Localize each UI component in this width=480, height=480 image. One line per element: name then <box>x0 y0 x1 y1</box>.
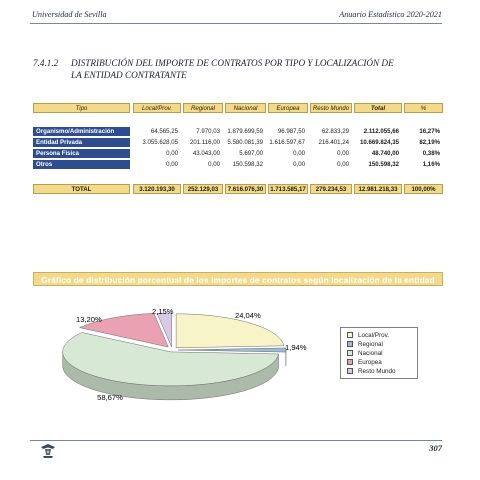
section-number: 7.4.1.2 <box>33 58 59 68</box>
university-seal-icon <box>38 441 58 459</box>
section-title: DISTRIBUCIÓN DEL IMPORTE DE CONTRATOS POR TIPO Y LOCALIZACIÓN DE LA ENTIDAD CONTRATANTE <box>71 58 394 80</box>
table-cell: 201.116,00 <box>189 139 220 146</box>
table-cell-total: 10.669.824,35 <box>360 139 399 146</box>
page-number: 307 <box>429 443 442 453</box>
table-header-nacional: Nacional <box>225 103 266 113</box>
table-cell: 0,00 <box>166 161 178 168</box>
table-cell: 0,00 <box>208 161 220 168</box>
legend-label: Europea <box>358 359 382 366</box>
table-cell: 43.043,00 <box>192 150 220 157</box>
header-yearbook: Anuario Estadístico 2020-2021 <box>339 10 442 19</box>
legend-swatch <box>347 359 353 365</box>
table-cell: 96.987,50 <box>277 128 305 135</box>
table-cell: 62.833,29 <box>321 128 349 135</box>
table-row-label: Otros <box>33 160 130 170</box>
table-cell-total: 2.112.055,66 <box>363 128 399 135</box>
table-cell: 3.055.628,05 <box>142 139 178 146</box>
legend-label: Local/Prov. <box>358 332 390 339</box>
table-cell-total: 48.740,00 <box>371 150 399 157</box>
pie-data-label-local: 24,04% <box>235 311 261 320</box>
table-header-percent: % <box>404 103 443 113</box>
table-cell: 1.616.597,67 <box>269 139 305 146</box>
table-cell: 7.970,03 <box>196 128 220 135</box>
pie-data-label-resto-mundo: 2,15% <box>152 307 174 316</box>
legend-swatch <box>347 332 353 338</box>
table-cell: 216.401,24 <box>318 139 349 146</box>
chart-legend <box>340 327 418 379</box>
table-total-cell: 3.120.193,30 <box>133 184 181 194</box>
table-header-europea: Europea <box>268 103 308 113</box>
pie-slice-regional <box>178 348 286 352</box>
table-cell-percent: 16,27% <box>419 128 440 135</box>
table-total-label: TOTAL <box>33 184 130 194</box>
chart-title: Gráfico de distribución porcentual de los importes de contratos según localización de la entidad contratante <box>33 272 443 286</box>
table-cell: 5.697,00 <box>239 150 263 157</box>
table-header-total: Total <box>354 103 402 113</box>
table-cell: 1.879.699,59 <box>227 128 263 135</box>
table-cell: 0,00 <box>293 161 305 168</box>
legend-swatch <box>347 368 353 374</box>
table-total-cell: 1.713.585,17 <box>268 184 308 194</box>
table-cell: 5.580.081,39 <box>227 139 263 146</box>
table-row-label: Organismo/Administración <box>33 127 130 137</box>
table-row-label: Persona Física <box>33 149 130 159</box>
legend-label: Regional <box>358 341 383 348</box>
table-total-cell: 252.129,03 <box>183 184 223 194</box>
table-total-cell: 100,00% <box>404 184 443 194</box>
table-total-cell: 279.234,53 <box>310 184 352 194</box>
table-cell: 0,00 <box>293 150 305 157</box>
pie-slice-local <box>176 314 284 348</box>
legend-swatch <box>347 341 353 347</box>
contracts-table <box>0 0 480 200</box>
table-cell-percent: 1,16% <box>422 161 440 168</box>
table-cell-percent: 0,38% <box>422 150 440 157</box>
legend-swatch <box>347 350 353 356</box>
pie-data-label-regional: 1,94% <box>285 343 307 352</box>
table-row-label: Entidad Privada <box>33 138 130 148</box>
table-cell: 0,00 <box>166 150 178 157</box>
table-cell: 0,00 <box>337 150 349 157</box>
table-header-regional: Regional <box>183 103 223 113</box>
table-header-resto: Resto Mundo <box>310 103 352 113</box>
pie-chart <box>0 290 340 415</box>
pie-data-label-europea: 13,20% <box>76 315 102 324</box>
table-cell: 0,00 <box>337 161 349 168</box>
legend-label: Resto Mundo <box>358 368 396 375</box>
table-cell-total: 150.598,32 <box>368 161 399 168</box>
table-header-local: Local/Prov. <box>133 103 181 113</box>
footer-rule <box>30 440 442 441</box>
table-total-cell: 7.616.076,30 <box>225 184 266 194</box>
table-cell-percent: 82,19% <box>419 139 440 146</box>
table-cell: 150.598,32 <box>232 161 263 168</box>
pie-data-label-nacional: 58,67% <box>97 393 123 402</box>
table-total-cell: 12.981.218,33 <box>354 184 402 194</box>
legend-label: Nacional <box>358 350 383 357</box>
table-cell: 64.565,25 <box>150 128 178 135</box>
header-university: Universidad de Sevilla <box>32 10 107 19</box>
table-header-tipo: Tipo <box>33 103 130 113</box>
